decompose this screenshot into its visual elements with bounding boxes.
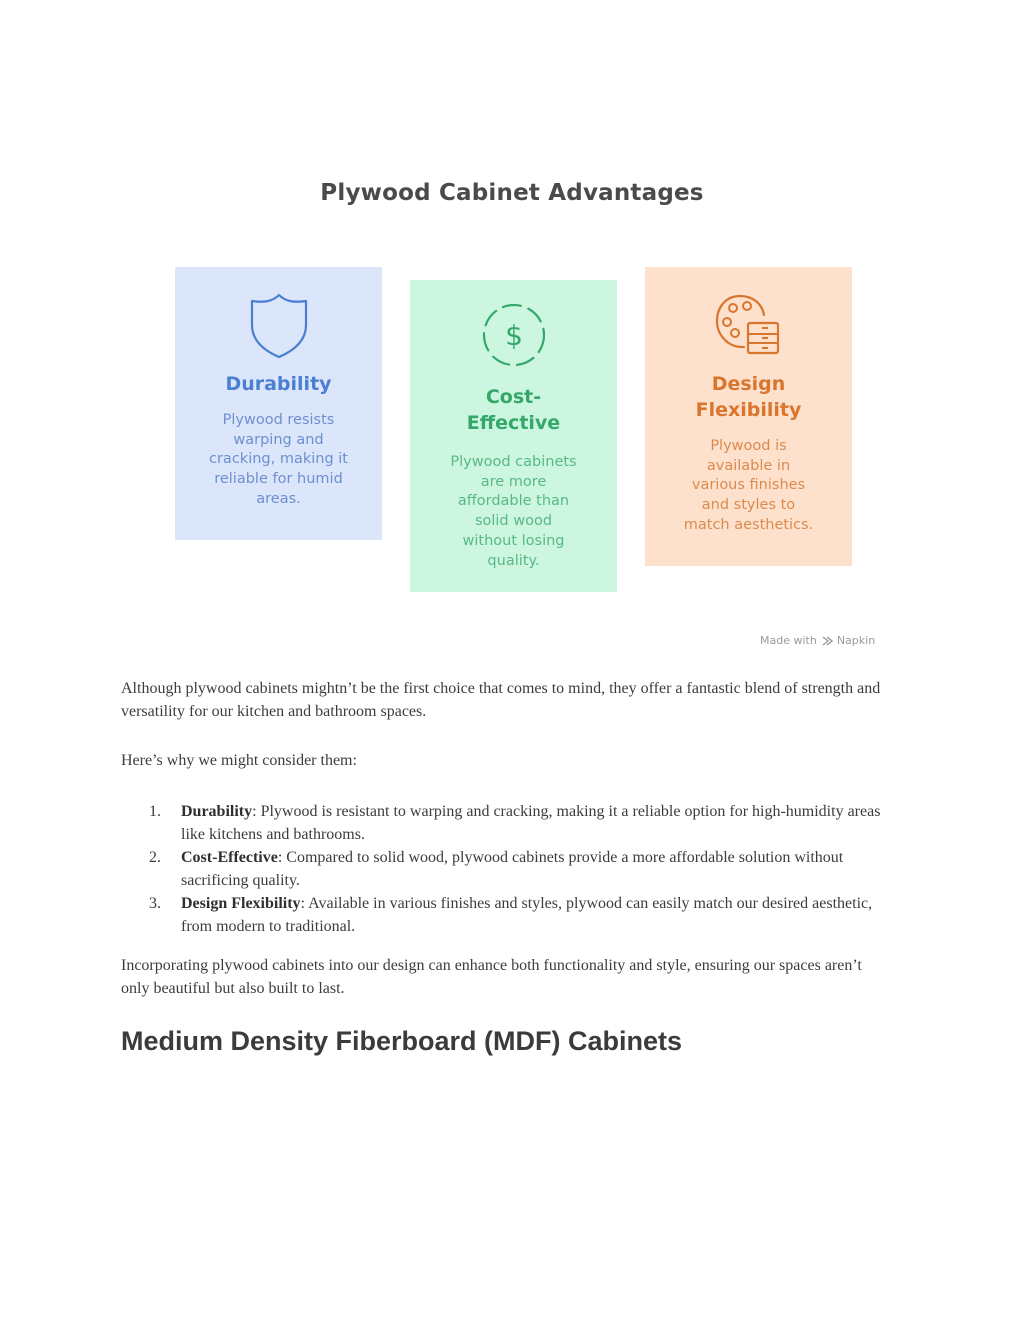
intro-paragraph: Although plywood cabinets mightn’t be the first choice that comes to mind, they offer a fantastic blend of strength and versatility for our kitchen and bathroom spaces. bbox=[121, 680, 881, 720]
svg-text:$: $ bbox=[504, 319, 523, 352]
card-cost-text bbox=[410, 453, 617, 571]
advantages-list bbox=[121, 800, 901, 938]
palette-icon bbox=[714, 293, 784, 359]
card-durability bbox=[175, 267, 382, 540]
card-cost-effective bbox=[410, 280, 617, 592]
list-text: : Plywood is resistant to warping and cracking, making it a reliable option for high-humidity areas like kitchens and bathrooms. bbox=[181, 803, 881, 843]
made-with-credit bbox=[760, 634, 875, 647]
list-number: 2. bbox=[149, 849, 161, 866]
text-line: solid wood bbox=[474, 513, 553, 530]
list-term: Durability bbox=[181, 803, 253, 820]
card-design-title bbox=[645, 371, 852, 423]
made-with-label: Made with bbox=[760, 634, 817, 647]
text-line: affordable than bbox=[457, 493, 570, 510]
text-line: quality. bbox=[487, 552, 540, 569]
figure-title: Plywood Cabinet Advantages bbox=[320, 180, 704, 206]
title-line: Flexibility bbox=[695, 399, 802, 421]
text-line: reliable for humid bbox=[214, 471, 343, 488]
napkin-logo-icon bbox=[821, 635, 833, 647]
section-heading: Medium Density Fiberboard (MDF) Cabinets bbox=[121, 1026, 683, 1056]
list-number: 1. bbox=[149, 803, 161, 820]
card-design-flexibility bbox=[645, 267, 852, 566]
list-text: : Compared to solid wood, plywood cabinets provide a more affordable solution without sacrificing quality. bbox=[181, 849, 844, 889]
title-line: Design bbox=[711, 373, 786, 395]
napkin-brand: Napkin bbox=[836, 634, 876, 647]
title-line: Effective bbox=[466, 412, 561, 434]
card-cost-title bbox=[410, 384, 617, 436]
list-term: Cost-Effective bbox=[181, 849, 278, 866]
shield-icon bbox=[249, 291, 309, 361]
text-line: without losing bbox=[462, 532, 565, 549]
card-durability-text bbox=[175, 411, 382, 510]
title-line: Cost- bbox=[485, 386, 542, 408]
text-line: areas. bbox=[256, 490, 301, 507]
text-line: warping and bbox=[233, 431, 324, 448]
text-line: match aesthetics. bbox=[683, 516, 814, 533]
card-design-text bbox=[645, 437, 852, 536]
conclusion-paragraph: Incorporating plywood cabinets into our design can enhance both functionality and style, ensuring our spaces aren’t only beautiful but also built to last. bbox=[121, 957, 862, 997]
text-line: Plywood cabinets bbox=[450, 454, 577, 470]
text-line: are more bbox=[480, 473, 547, 490]
text-line: cracking, making it bbox=[209, 451, 348, 468]
list-item bbox=[121, 800, 901, 846]
text-line: Plywood resists bbox=[222, 412, 335, 428]
list-text: : Available in various finishes and styles, plywood can easily match our desired aesthetic, from modern to traditional. bbox=[181, 895, 873, 935]
list-item bbox=[121, 892, 901, 938]
list-term: Design Flexibility bbox=[181, 895, 301, 912]
list-number: 3. bbox=[149, 895, 161, 912]
lead-paragraph: Here’s why we might consider them: bbox=[121, 752, 357, 769]
list-item bbox=[121, 846, 901, 892]
text-line: available in bbox=[706, 457, 791, 474]
text-line: and styles to bbox=[701, 497, 796, 514]
dollar-circle-icon bbox=[481, 302, 547, 368]
text-line: various finishes bbox=[691, 477, 806, 494]
card-durability-title: Durability bbox=[225, 373, 332, 395]
text-line: Plywood is bbox=[710, 438, 787, 454]
